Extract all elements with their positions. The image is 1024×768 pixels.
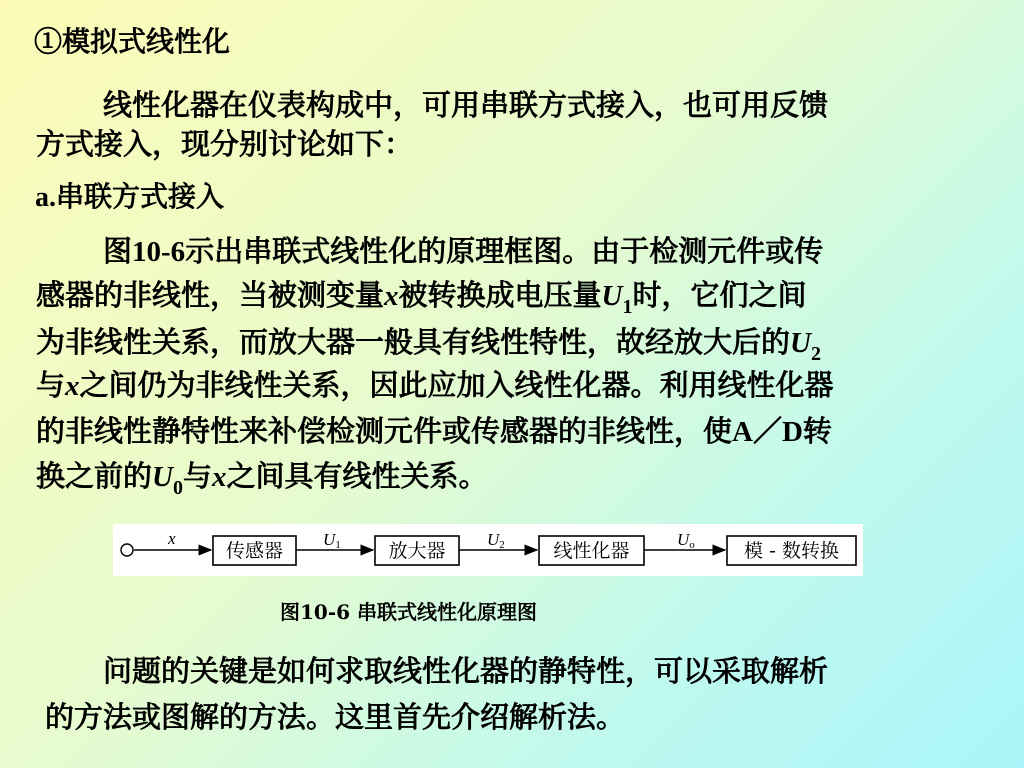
block-diagram-svg (113, 524, 863, 576)
para1-text: 时，它们之间 (632, 278, 807, 312)
signal-label-u2 (487, 530, 505, 551)
section-a-title: 串联方式接入 (56, 180, 225, 213)
variable-U: U (790, 327, 811, 359)
para1-text: 的非线性静特性来补偿检测元件或传感器的非线性，使 (36, 414, 733, 448)
variable-U: U (601, 280, 623, 312)
para1-line-3 (36, 322, 821, 366)
para1-text: 示出串联式线性化的原理框图。由于检测元件或传 (185, 234, 824, 268)
para1-line-4 (36, 365, 834, 406)
signal-subscript: 1 (335, 539, 341, 551)
para1-text: 转 (802, 414, 832, 448)
block-label: 传感器 (225, 540, 284, 562)
para1-text: 被转换成电压量 (398, 278, 602, 312)
intro-line-1: 线性化器在仪表构成中，可用串联方式接入，也可用反馈 (103, 88, 829, 122)
para1-text: 感器的非线性，当被测变量 (36, 278, 385, 312)
para2-line-1: 问题的关键是如何求取线性化器的静特性，可以采取解析 (103, 654, 829, 688)
para1-text: 与 (182, 459, 212, 493)
ad-label: A／D (732, 416, 803, 448)
variable-U: U (152, 461, 173, 493)
block-diagram (113, 524, 863, 576)
signal-subscript: 2 (499, 539, 505, 551)
figure-caption: 图10-6 串联式线性化原理图 (280, 600, 538, 624)
block-label: 放大器 (388, 540, 446, 562)
para1-line-5 (36, 411, 832, 452)
block-label: 线性化器 (553, 540, 630, 562)
para1-text: 之间具有线性关系。 (226, 459, 488, 493)
para1-line-2 (36, 275, 807, 319)
input-node (121, 544, 133, 556)
figure-ref: 10-6 (132, 236, 186, 268)
signal-subscript: o (689, 539, 695, 551)
para1-text: 换之前的 (36, 459, 153, 493)
variable-x: x (65, 370, 80, 402)
heading: ①模拟式线性化 (34, 25, 231, 58)
signal-label-x: x (168, 529, 176, 548)
para1-text: 与 (36, 368, 66, 402)
signal-label-uo (677, 530, 695, 551)
variable-x: x (384, 280, 399, 312)
signal-label-u1 (323, 530, 341, 551)
section-a-heading (35, 177, 224, 218)
subscript: 1 (622, 296, 633, 318)
para1-text: 之间仍为非线性关系，因此应加入线性化器。利用线性化器 (79, 368, 834, 402)
variable-x: x (211, 461, 227, 493)
para1-text: 为非线性关系，而放大器一般具有线性特性，故经放大后的 (36, 325, 791, 359)
block-label: 模 - 数转换 (744, 540, 839, 562)
para1-line-1 (103, 231, 823, 272)
para2-line-2: 的方法或图解的方法。这里首先介绍解析法。 (45, 700, 626, 734)
signal-symbol: U (487, 530, 500, 549)
subscript: 2 (810, 343, 821, 365)
section-a-label: a. (35, 182, 56, 213)
para1-text: 图 (103, 234, 133, 268)
intro-line-2: 方式接入，现分别讨论如下： (36, 127, 414, 161)
subscript: 0 (172, 477, 183, 499)
signal-symbol: U (677, 530, 690, 549)
para1-line-6 (36, 456, 488, 500)
signal-symbol: U (323, 530, 336, 549)
